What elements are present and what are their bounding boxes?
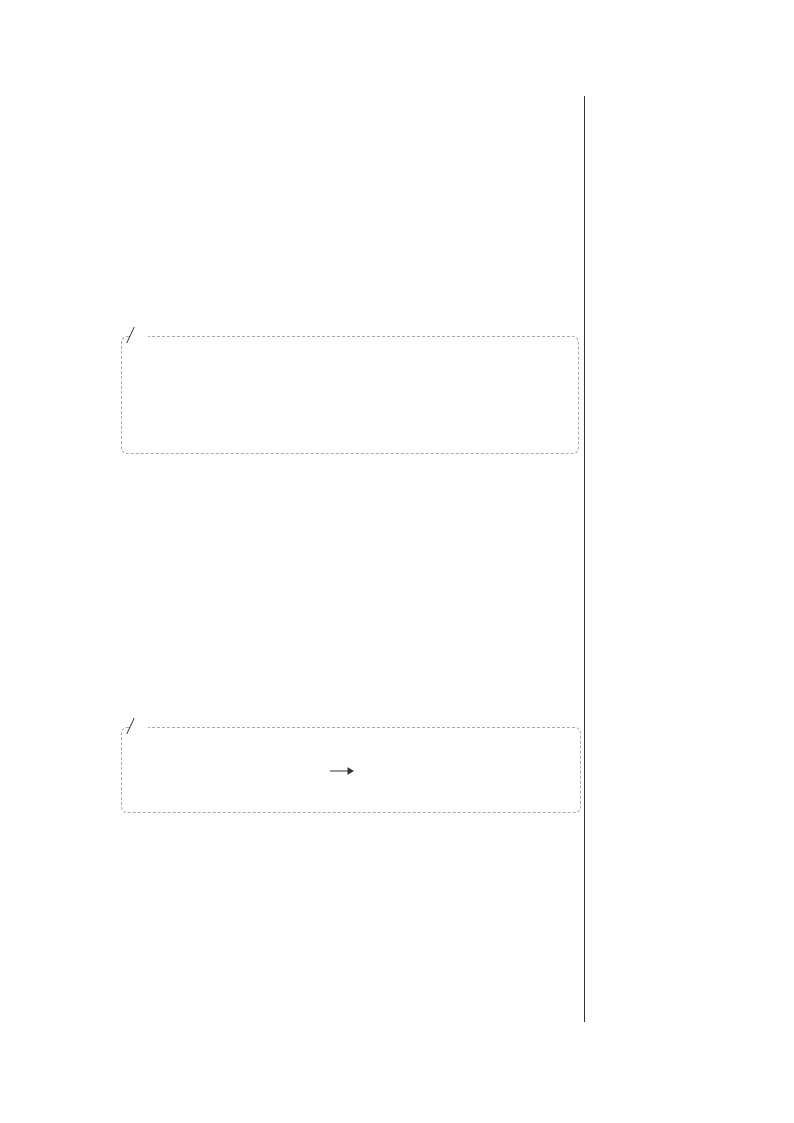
column-divider — [584, 96, 585, 1022]
cylinder-to-cuboid-diagram — [122, 728, 580, 812]
main-column — [120, 98, 578, 356]
arrow-icon — [330, 768, 353, 774]
courseware-box-cylinder — [121, 727, 581, 813]
method-sentence — [336, 392, 388, 405]
figure1-spacer — [120, 98, 578, 243]
courseware-box-circle — [121, 336, 579, 454]
